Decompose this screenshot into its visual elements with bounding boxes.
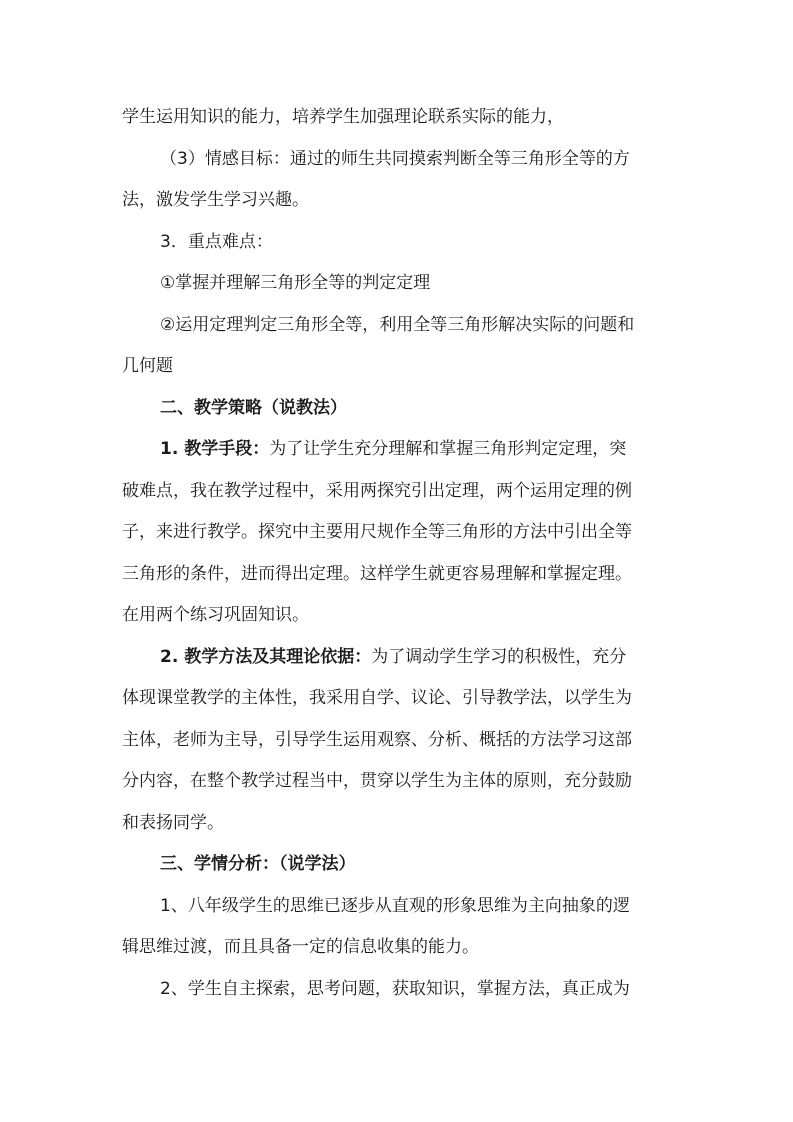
paragraph-text: 为了让学生充分理解和掌握三角形判定定理，突: [269, 439, 627, 459]
paragraph-line: ①掌握并理解三角形全等的判定定理: [160, 273, 431, 293]
paragraph-line: 主体，老师为主导，引导学生运用观察、分析、概括的方法学习这部: [122, 730, 632, 750]
teaching-means-label: 1. 教学手段：: [160, 439, 270, 459]
paragraph-line: 子，来进行教学。探究中主要用尺规作全等三角形的方法中引出全等: [122, 522, 632, 542]
paragraph-line: 破难点，我在教学过程中，采用两探究引出定理，两个运用定理的例: [122, 481, 632, 501]
paragraph-line: 1、八年级学生的思维已逐步从直观的形象思维为主向抽象的逻: [160, 896, 630, 916]
paragraph-line: 体现课堂教学的主体性，我采用自学、议论、引导教学法，以学生为: [122, 688, 632, 708]
paragraph-line: 在用两个练习巩固知识。: [122, 605, 309, 625]
paragraph-line: [160, 645, 626, 669]
paragraph-line: 几何题: [122, 356, 173, 376]
section-heading: 三、学情分析：（说学法）: [160, 854, 356, 874]
section-heading: 二、教学策略（说教法）: [160, 398, 347, 418]
teaching-method-label: 2. 教学方法及其理论依据：: [160, 647, 372, 667]
paragraph-line: 2、学生自主探索，思考问题，获取知识，掌握方法，真正成为: [160, 979, 630, 999]
paragraph-line: 分内容，在整个教学过程当中，贯穿以学生为主体的原则，充分鼓励: [122, 771, 632, 791]
paragraph-line: 学生运用知识的能力，培养学生加强理论联系实际的能力，: [122, 107, 564, 127]
paragraph-text: 为了调动学生学习的积极性，充分: [371, 647, 627, 667]
paragraph-line: ②运用定理判定三角形全等，利用全等三角形解决实际的问题和: [160, 315, 635, 335]
paragraph-line: 和表扬同学。: [122, 813, 224, 833]
paragraph-line: 辑思维过渡，而且具备一定的信息收集的能力。: [122, 937, 479, 957]
paragraph-line: [160, 437, 626, 461]
paragraph-line: 法，激发学生学习兴趣。: [122, 190, 309, 210]
paragraph-line: （3）情感目标：通过的师生共同摸索判断全等三角形全等的方: [160, 149, 630, 169]
paragraph-line: 三角形的条件，进而得出定理。这样学生就更容易理解和掌握定理。: [122, 564, 632, 584]
section-subheading: 3．重点难点：: [160, 232, 273, 252]
